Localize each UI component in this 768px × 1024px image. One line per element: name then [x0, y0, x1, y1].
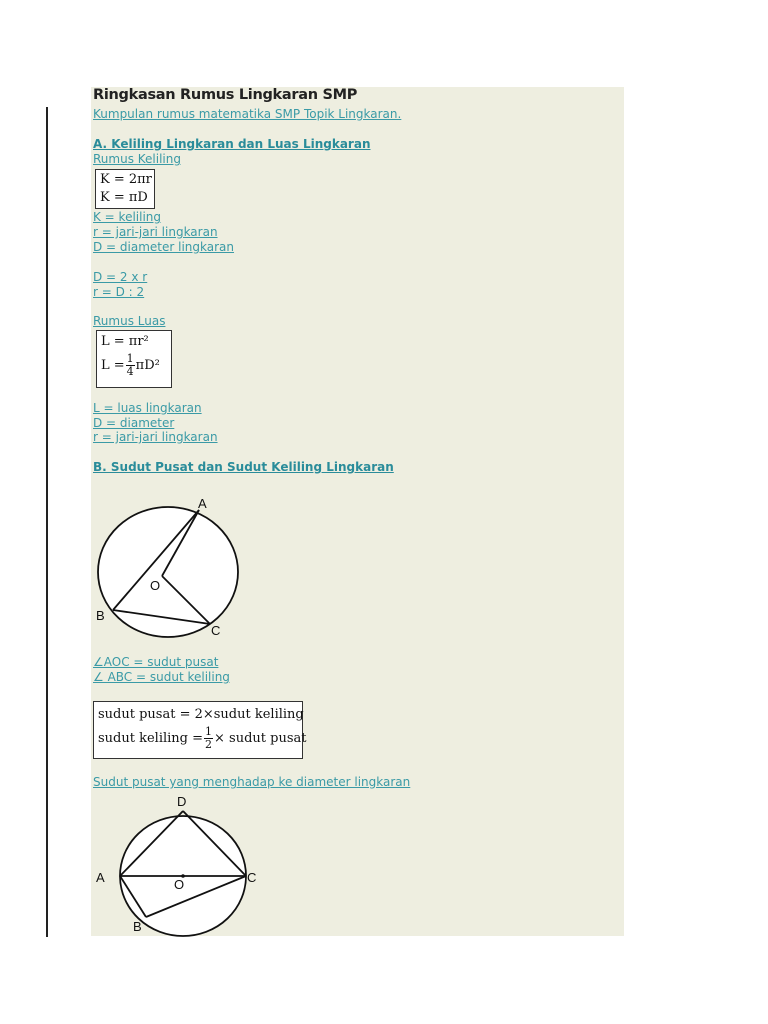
- label-o-2: O: [174, 877, 185, 892]
- keliling-formula-2: K = πD: [100, 190, 148, 205]
- label-a-2: A: [96, 870, 105, 885]
- luas-fraction: [126, 353, 135, 378]
- label-b-2: B: [133, 919, 142, 934]
- var-diameter-2[interactable]: D = diameter: [93, 416, 175, 430]
- subtitle-link[interactable]: Kumpulan rumus matematika SMP Topik Lingkaran.: [93, 107, 402, 121]
- label-c: C: [211, 623, 221, 638]
- luas-label[interactable]: Rumus Luas: [93, 314, 166, 328]
- angle-formula-2-left: sudut keliling =: [98, 731, 204, 746]
- section-a-heading[interactable]: A. Keliling Lingkaran dan Luas Lingkaran: [93, 137, 371, 151]
- label-b: B: [96, 608, 105, 623]
- label-d: D: [177, 794, 187, 809]
- angle-fraction: [204, 726, 213, 751]
- var-jari-jari[interactable]: r = jari-jari lingkaran: [93, 225, 218, 239]
- relation-r[interactable]: r = D : 2: [93, 285, 145, 299]
- left-margin-rule: [46, 107, 48, 937]
- diameter-caption[interactable]: Sudut pusat yang menghadap ke diameter lingkaran: [93, 775, 411, 789]
- relation-d[interactable]: D = 2 x r: [93, 270, 148, 284]
- luas-fraction-den: 4: [126, 365, 134, 378]
- angle-def-inscribed[interactable]: ∠ ABC = sudut keliling: [93, 670, 230, 684]
- angle-formula-box: [93, 701, 307, 759]
- luas-formula-box: [96, 330, 172, 388]
- luas-formula-2: [101, 353, 160, 378]
- var-diameter[interactable]: D = diameter lingkaran: [93, 240, 235, 254]
- var-keliling[interactable]: K = keliling: [93, 210, 162, 224]
- label-o: O: [150, 578, 161, 593]
- label-c-2: C: [247, 870, 257, 885]
- circle-diagram-central-angle: [90, 490, 250, 642]
- angle-formula-1: sudut pusat = 2×sudut keliling: [98, 707, 304, 722]
- label-a: A: [198, 496, 207, 511]
- angle-formula-2-right: × sudut pusat: [214, 731, 307, 746]
- keliling-label[interactable]: Rumus Keliling: [93, 152, 181, 166]
- angle-def-central[interactable]: ∠AOC = sudut pusat: [93, 655, 219, 669]
- luas-formula-2-left: L =: [101, 358, 125, 373]
- angle-formula-2: [98, 726, 306, 751]
- keliling-formula-box: [95, 169, 155, 209]
- page-title: Ringkasan Rumus Lingkaran SMP: [93, 87, 358, 103]
- luas-formula-2-right: πD²: [135, 358, 160, 373]
- luas-formula-1: L = πr²: [101, 334, 149, 349]
- angle-fraction-num: 1: [205, 725, 213, 738]
- luas-fraction-num: 1: [126, 352, 134, 365]
- var-jari-jari-2[interactable]: r = jari-jari lingkaran: [93, 430, 218, 444]
- var-luas[interactable]: L = luas lingkaran: [93, 401, 202, 415]
- keliling-formula-1: K = 2πr: [100, 172, 152, 187]
- section-b-heading[interactable]: B. Sudut Pusat dan Sudut Keliling Lingkaran: [93, 460, 394, 474]
- circle-diagram-diameter-angle: [90, 793, 270, 938]
- angle-fraction-den: 2: [205, 738, 213, 751]
